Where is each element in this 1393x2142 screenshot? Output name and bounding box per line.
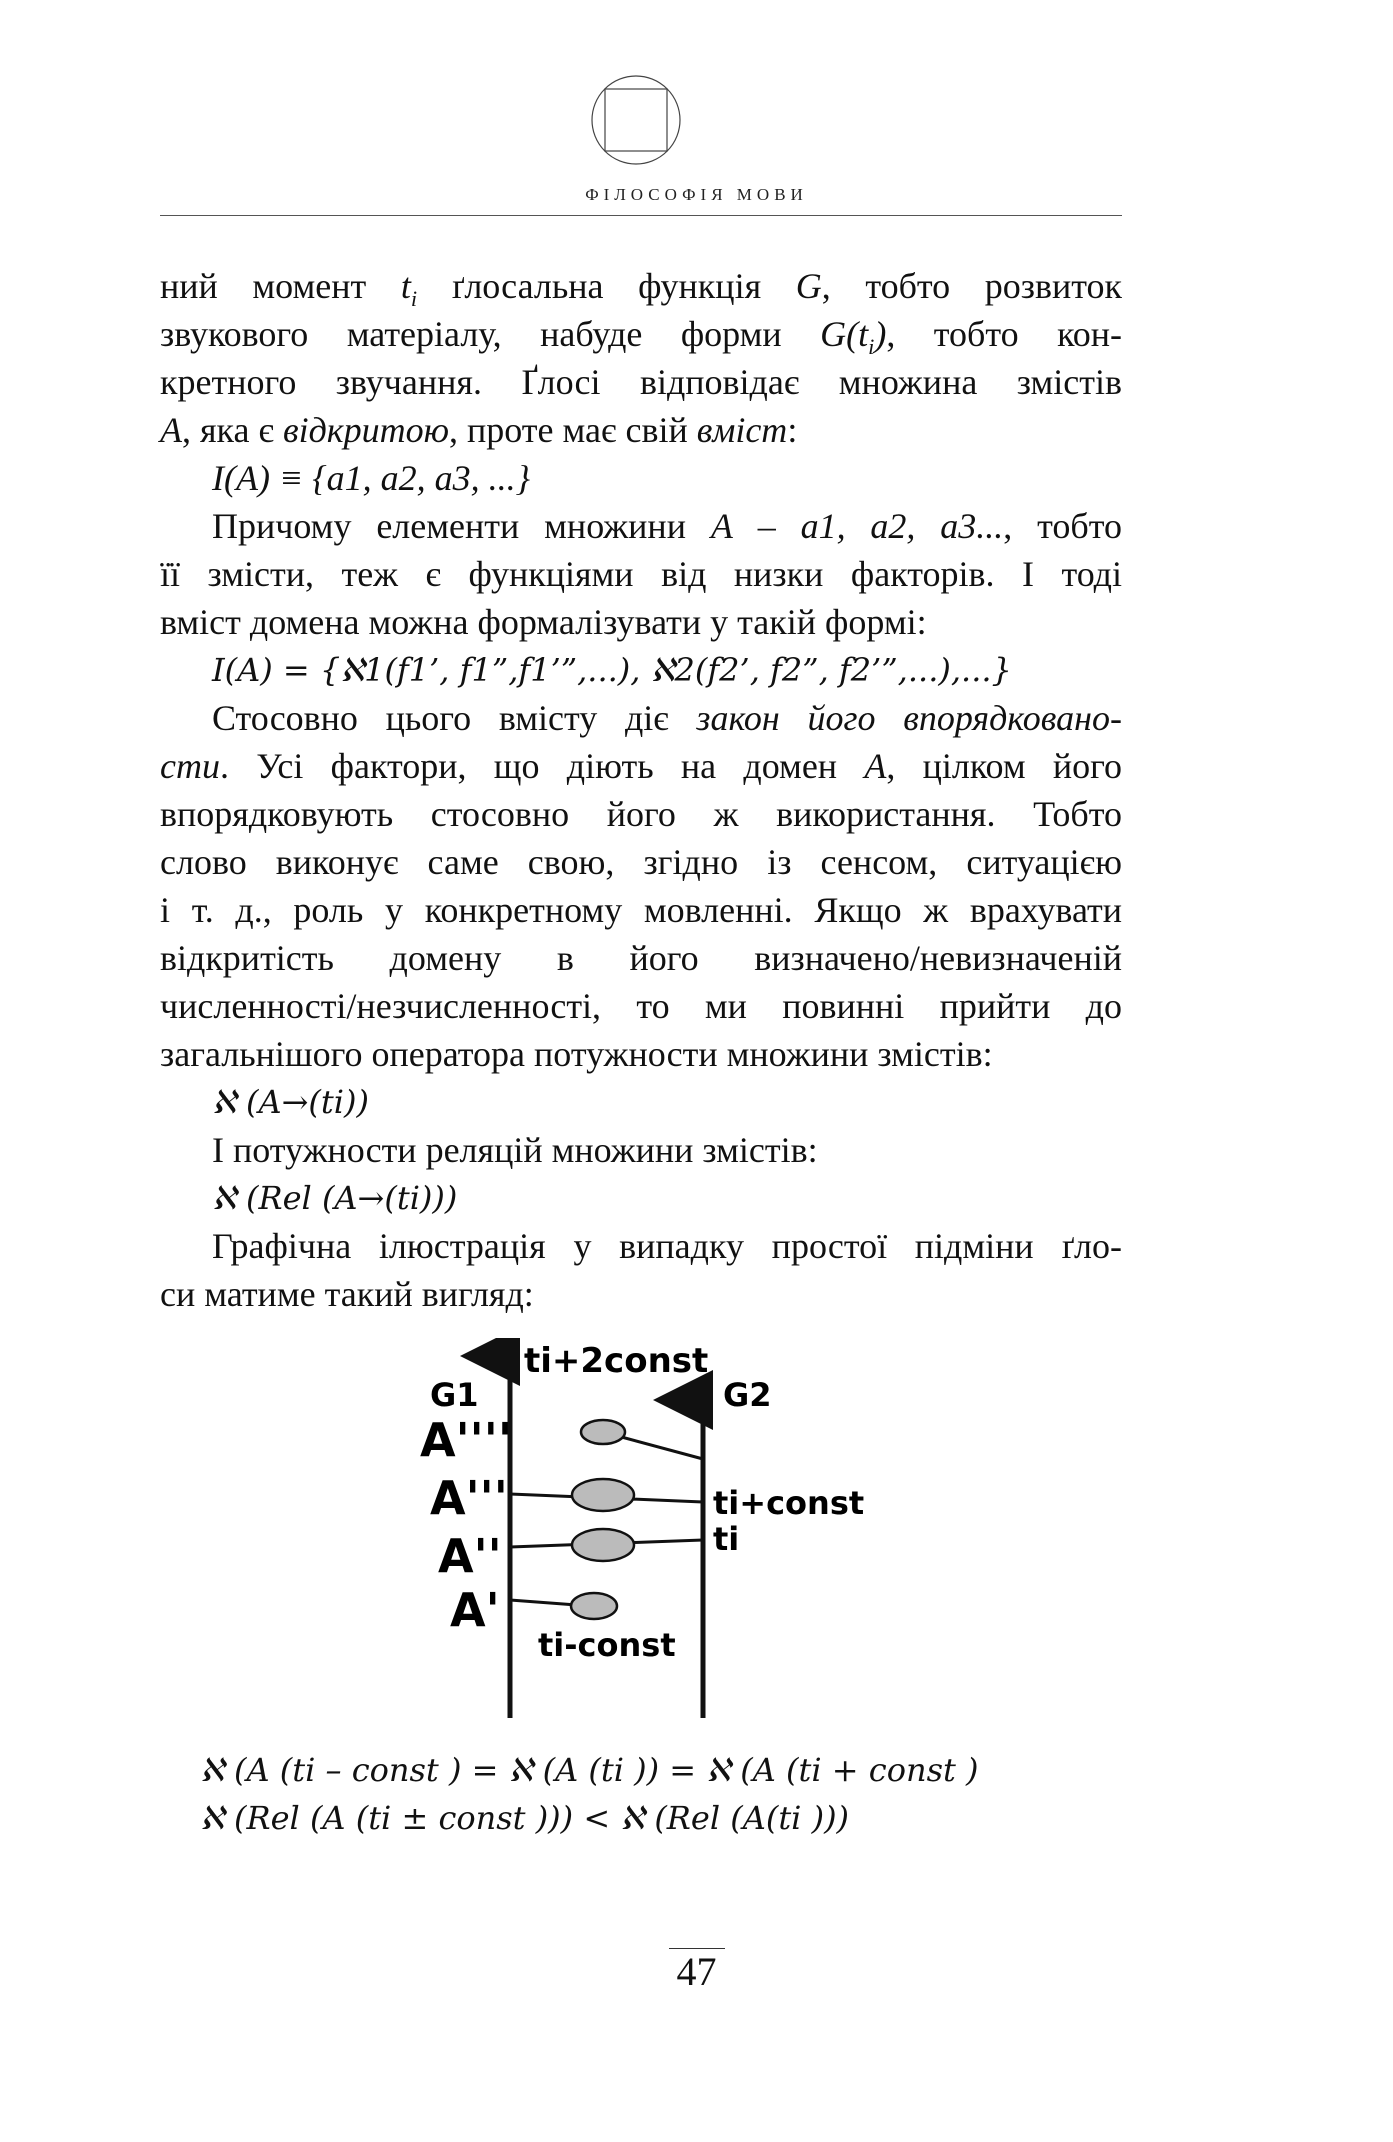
page-number: 47	[0, 1948, 1393, 1995]
label-ti-plus-2const: ti+2const	[524, 1341, 709, 1381]
level-label: A''''	[420, 1413, 512, 1467]
text-line: І потужности реляцій множини змістів:	[212, 1130, 818, 1170]
formula-relations-power: ℵ (Rel (A→(ti)))	[212, 1179, 458, 1217]
level-label: A''	[438, 1529, 502, 1583]
text-line: ний момент $t_i$ ґлосальна функція G, тобто розвиток	[160, 266, 1122, 312]
text-line: звукового матеріалу, набуде форми $G(t_i)$, тобто кон-	[160, 314, 1122, 360]
content-ellipse	[572, 1529, 634, 1561]
text-line: си матиме такий вигляд:	[160, 1274, 534, 1314]
running-header: ФІЛОСОФІЯ МОВИ	[585, 185, 808, 204]
text-line: її змісти, теж є функціями від низки факторів. І тоді	[160, 554, 1122, 594]
label-ti-plus-const: ti+const	[713, 1484, 865, 1522]
logo-icon	[588, 72, 684, 168]
formula-equality: ℵ (A (ti – const ) = ℵ (A (ti )) = ℵ (A (ti + const )	[200, 1751, 979, 1789]
text-line: відкритість домену в його визначено/невизначеній	[160, 938, 1122, 978]
formula-domain-content: I(A) = {ℵ1(f1’, f1”,f1’”,...), ℵ2(f2’, f2”, f2’”,...),...}	[212, 651, 1012, 689]
header-divider	[160, 215, 1122, 216]
text-line: кретного звучання. Ґлосі відповідає множина змістів	[160, 362, 1122, 402]
formula-set-contents: I(A) ≡ {a1, a2, a3, ...}	[212, 458, 531, 498]
gloss-substitution-diagram	[420, 1338, 900, 1720]
text-line: численності/незчисленності, то ми повинні прийти до	[160, 986, 1122, 1026]
label-g2: G2	[723, 1376, 772, 1414]
content-ellipse	[571, 1593, 617, 1619]
text-line: впорядковують стосовно його ж використання. Тобто	[160, 794, 1122, 834]
text-line: Стосовно цього вмісту діє закон його впорядковано-	[212, 698, 1122, 738]
text-line: загальнішого оператора потужности множини змістів:	[160, 1034, 993, 1074]
content-ellipse	[581, 1420, 625, 1444]
label-ti: ti	[713, 1520, 740, 1558]
text-line: і т. д., роль у конкретному мовленні. Якщо ж врахувати	[160, 890, 1122, 930]
text-line: вміст домена можна формалізувати у такій формі:	[160, 602, 927, 642]
bottom-formulas	[160, 1746, 1122, 1842]
text-line: Причому елементи множини A – a1, a2, a3..., тобто	[212, 506, 1122, 546]
formula-power-operator: ℵ (A→(ti))	[212, 1083, 369, 1121]
level-label: A'''	[430, 1471, 508, 1525]
formula-inequality: ℵ (Rel (A (ti ± const ))) < ℵ (Rel (A(ti )))	[200, 1799, 850, 1837]
text-line: A, яка є відкритою, проте має свій вміст:	[160, 410, 798, 450]
level-label: A'	[450, 1583, 500, 1637]
page-body	[160, 262, 1122, 1318]
text-line: сти. Усі фактори, що діють на домен A, цілком його	[160, 746, 1122, 786]
label-ti-minus-const: ti-const	[538, 1626, 676, 1664]
content-ellipse	[572, 1479, 634, 1511]
text-line: Графічна ілюстрація у випадку простої підміни ґло-	[212, 1226, 1122, 1266]
text-line: слово виконує саме свою, згідно із сенсом, ситуацією	[160, 842, 1122, 882]
label-g1: G1	[430, 1376, 479, 1414]
